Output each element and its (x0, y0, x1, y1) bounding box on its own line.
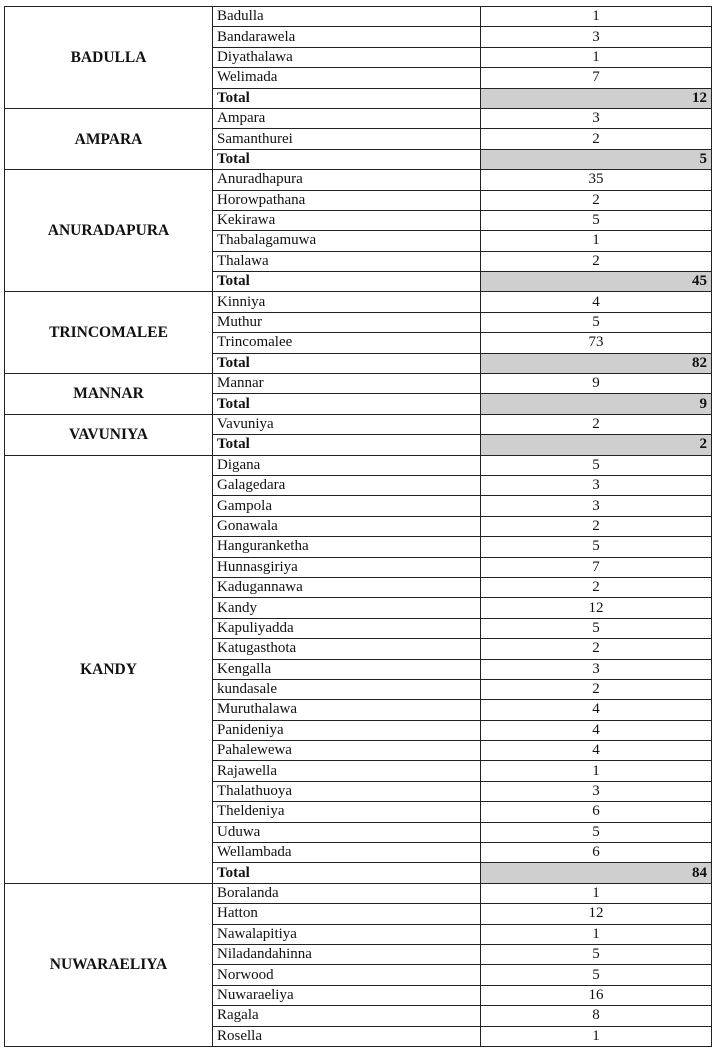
town-count: 2 (481, 251, 712, 271)
town-name: Gampola (213, 496, 481, 516)
town-count: 1 (481, 47, 712, 67)
town-name: Kengalla (213, 659, 481, 679)
table-row (5, 292, 712, 312)
table-row (5, 108, 712, 128)
table-row (5, 883, 712, 903)
town-count: 35 (481, 170, 712, 190)
town-count: 2 (481, 639, 712, 659)
district-name: NUWARAELIYA (5, 883, 213, 1046)
town-count: 2 (481, 679, 712, 699)
town-name: Kapuliyadda (213, 618, 481, 638)
town-name: Samanthurei (213, 129, 481, 149)
town-name: Horowpathana (213, 190, 481, 210)
district-name: AMPARA (5, 108, 213, 169)
town-count: 73 (481, 333, 712, 353)
town-count: 9 (481, 374, 712, 394)
town-name: Norwood (213, 965, 481, 985)
total-value: 12 (481, 88, 712, 108)
town-count: 5 (481, 965, 712, 985)
town-name: Muthur (213, 312, 481, 332)
town-count: 3 (481, 27, 712, 47)
total-label: Total (213, 394, 481, 414)
town-name: Hanguranketha (213, 537, 481, 557)
town-name: Uduwa (213, 822, 481, 842)
total-value: 2 (481, 435, 712, 455)
town-name: Thalawa (213, 251, 481, 271)
total-value: 84 (481, 863, 712, 883)
total-label: Total (213, 435, 481, 455)
total-value: 9 (481, 394, 712, 414)
town-count: 1 (481, 7, 712, 27)
town-name: Mannar (213, 374, 481, 394)
town-name: Galagedara (213, 475, 481, 495)
district-name: KANDY (5, 455, 213, 883)
town-count: 3 (481, 475, 712, 495)
town-name: Hunnasgiriya (213, 557, 481, 577)
town-count: 1 (481, 761, 712, 781)
town-name: Digana (213, 455, 481, 475)
town-name: Badulla (213, 7, 481, 27)
town-name: Katugasthota (213, 639, 481, 659)
total-label: Total (213, 149, 481, 169)
town-count: 5 (481, 822, 712, 842)
town-name: Pahalewewa (213, 741, 481, 761)
town-name: Nuwaraeliya (213, 985, 481, 1005)
town-count: 3 (481, 659, 712, 679)
town-count: 2 (481, 414, 712, 434)
district-name: ANURADAPURA (5, 170, 213, 292)
town-name: Gonawala (213, 516, 481, 536)
total-label: Total (213, 353, 481, 373)
town-count: 2 (481, 577, 712, 597)
town-name: Rosella (213, 1026, 481, 1046)
total-value: 5 (481, 149, 712, 169)
total-label: Total (213, 863, 481, 883)
town-name: Kadugannawa (213, 577, 481, 597)
town-count: 3 (481, 781, 712, 801)
town-name: Muruthalawa (213, 700, 481, 720)
town-name: Welimada (213, 68, 481, 88)
town-name: Boralanda (213, 883, 481, 903)
town-name: Nawalapitiya (213, 924, 481, 944)
town-count: 4 (481, 700, 712, 720)
town-count: 2 (481, 516, 712, 536)
town-count: 4 (481, 741, 712, 761)
district-name: TRINCOMALEE (5, 292, 213, 374)
town-name: Niladandahinna (213, 944, 481, 964)
town-name: Ragala (213, 1006, 481, 1026)
town-name: Thabalagamuwa (213, 231, 481, 251)
town-count: 3 (481, 108, 712, 128)
town-name: Thalathuoya (213, 781, 481, 801)
table-row (5, 7, 712, 27)
town-count: 2 (481, 129, 712, 149)
table-body (5, 7, 712, 1047)
town-name: Kinniya (213, 292, 481, 312)
town-count: 1 (481, 231, 712, 251)
table-row (5, 170, 712, 190)
district-town-table (4, 6, 712, 1047)
town-name: Trincomalee (213, 333, 481, 353)
total-label: Total (213, 88, 481, 108)
total-label: Total (213, 272, 481, 292)
town-name: Theldeniya (213, 802, 481, 822)
town-name: Bandarawela (213, 27, 481, 47)
town-name: Vavuniya (213, 414, 481, 434)
town-name: Kandy (213, 598, 481, 618)
town-name: Ampara (213, 108, 481, 128)
town-count: 1 (481, 883, 712, 903)
district-name: BADULLA (5, 7, 213, 109)
table-row (5, 374, 712, 394)
town-count: 5 (481, 455, 712, 475)
town-count: 5 (481, 537, 712, 557)
town-count: 1 (481, 924, 712, 944)
town-count: 7 (481, 68, 712, 88)
town-count: 4 (481, 720, 712, 740)
total-value: 45 (481, 272, 712, 292)
town-count: 6 (481, 802, 712, 822)
town-name: Rajawella (213, 761, 481, 781)
town-name: Kekirawa (213, 210, 481, 230)
town-name: Diyathalawa (213, 47, 481, 67)
town-count: 5 (481, 312, 712, 332)
town-count: 4 (481, 292, 712, 312)
town-name: Panideniya (213, 720, 481, 740)
district-name: MANNAR (5, 374, 213, 415)
table-row (5, 455, 712, 475)
town-count: 3 (481, 496, 712, 516)
table-row (5, 414, 712, 434)
total-value: 82 (481, 353, 712, 373)
town-name: Wellambada (213, 843, 481, 863)
town-count: 5 (481, 944, 712, 964)
town-name: kundasale (213, 679, 481, 699)
town-count: 2 (481, 190, 712, 210)
town-count: 8 (481, 1006, 712, 1026)
town-count: 6 (481, 843, 712, 863)
town-count: 5 (481, 618, 712, 638)
town-count: 16 (481, 985, 712, 1005)
town-count: 7 (481, 557, 712, 577)
town-name: Hatton (213, 904, 481, 924)
district-name: VAVUNIYA (5, 414, 213, 455)
town-count: 1 (481, 1026, 712, 1046)
town-count: 12 (481, 904, 712, 924)
town-count: 12 (481, 598, 712, 618)
town-count: 5 (481, 210, 712, 230)
town-name: Anuradhapura (213, 170, 481, 190)
